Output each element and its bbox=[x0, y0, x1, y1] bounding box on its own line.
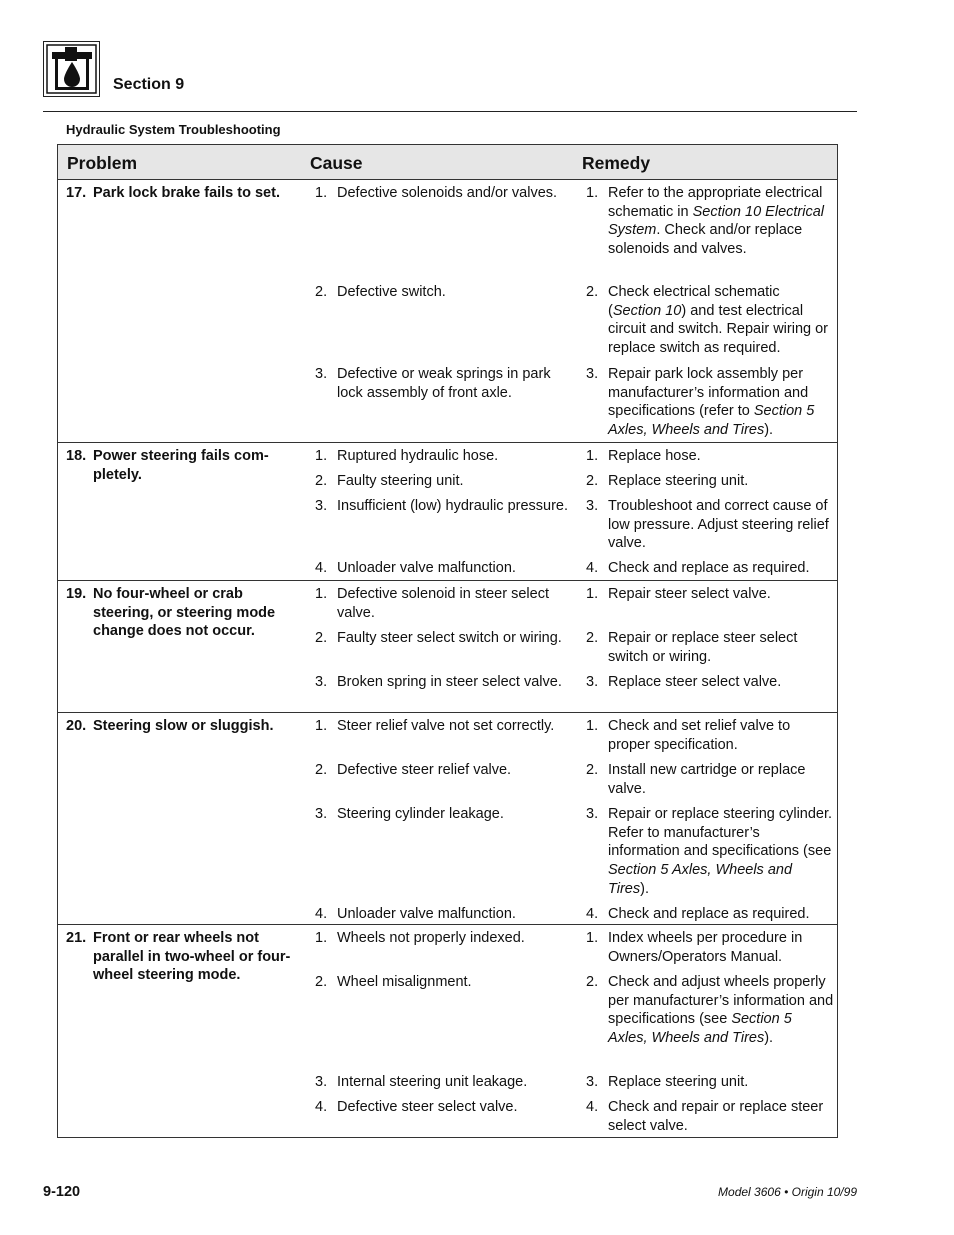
cause-item bbox=[315, 283, 573, 302]
cause-text: Wheels not properly indexed. bbox=[337, 930, 525, 946]
cause-text: Unloader valve malfunction. bbox=[337, 906, 516, 922]
item-number: 1. bbox=[586, 448, 599, 464]
item-number: 2. bbox=[315, 284, 328, 300]
remedy-text: Repair steer select valve. bbox=[608, 586, 771, 602]
cause-item bbox=[315, 1098, 573, 1117]
remedy-item bbox=[586, 447, 834, 466]
item-number: 3. bbox=[315, 806, 328, 822]
remedy-item bbox=[586, 497, 834, 553]
remedy-text: Check electrical schematic ( bbox=[608, 284, 780, 319]
remedy-text: ). bbox=[640, 880, 649, 897]
cause-item bbox=[315, 905, 573, 924]
item-number: 4. bbox=[586, 1099, 599, 1115]
item-number: 1. bbox=[586, 586, 599, 602]
problem-number: 20. bbox=[66, 718, 87, 734]
remedy-item bbox=[586, 283, 834, 358]
cause-item bbox=[315, 673, 573, 692]
problem-group bbox=[58, 180, 837, 443]
item-number: 2. bbox=[586, 284, 599, 300]
remedy-item bbox=[586, 805, 834, 899]
table-body bbox=[58, 180, 837, 1137]
item-number: 1. bbox=[315, 448, 328, 464]
section-reference: Section 5 Axles, Wheels and Tires bbox=[608, 403, 815, 439]
remedy-item bbox=[586, 673, 834, 692]
problem-description bbox=[66, 929, 298, 985]
remedy-item bbox=[586, 905, 834, 924]
remedy-text: . Check and/or replace solenoids and valves. bbox=[608, 222, 803, 258]
remedy-text: Install new cartridge or replace valve. bbox=[608, 762, 806, 797]
item-number: 2. bbox=[586, 473, 599, 489]
troubleshooting-table bbox=[57, 144, 838, 1138]
item-number: 3. bbox=[315, 674, 328, 690]
item-number: 1. bbox=[315, 930, 328, 946]
remedy-text: Repair or replace steering cylinder. Refer to manufacturer’s information and specifications (see bbox=[608, 806, 833, 860]
item-number: 3. bbox=[315, 366, 328, 382]
cause-item bbox=[315, 629, 573, 648]
cause-text: Faulty steer select switch or wiring. bbox=[337, 630, 562, 646]
remedy-text: Check and replace as required. bbox=[608, 906, 810, 922]
remedy-text: Replace steering unit. bbox=[608, 1074, 749, 1090]
column-header-cause: Cause bbox=[310, 153, 363, 173]
item-number: 1. bbox=[586, 930, 599, 946]
remedy-text: ) and test electrical circuit and switch. Repair wiring or replace switch as required. bbox=[608, 302, 828, 357]
problem-text: Park lock brake fails to set. bbox=[93, 185, 280, 201]
cause-text: Defective solenoids and/or valves. bbox=[337, 185, 558, 201]
cause-item bbox=[315, 447, 573, 466]
item-number: 1. bbox=[315, 185, 328, 201]
remedy-text: Refer to the appropriate electrical schematic in bbox=[608, 185, 823, 220]
cause-item bbox=[315, 559, 573, 578]
section-reference: Section 10 bbox=[612, 302, 682, 319]
cause-item bbox=[315, 929, 573, 948]
cause-text: Insufficient (low) hydraulic pressure. bbox=[337, 498, 569, 514]
cause-text: Internal steering unit leakage. bbox=[337, 1074, 528, 1090]
item-number: 3. bbox=[586, 674, 599, 690]
hydraulic-logo-icon bbox=[43, 41, 100, 97]
cause-text: Defective switch. bbox=[337, 284, 446, 300]
cause-text: Defective steer relief valve. bbox=[337, 762, 512, 778]
problem-text: No four-wheel or crab steering, or steering mode change does not occur. bbox=[93, 586, 276, 639]
cause-text: Broken spring in steer select valve. bbox=[337, 674, 562, 690]
item-number: 4. bbox=[586, 906, 599, 922]
column-header-problem: Problem bbox=[67, 153, 138, 173]
item-number: 2. bbox=[586, 974, 599, 990]
problem-group bbox=[58, 713, 837, 925]
item-number: 1. bbox=[586, 185, 599, 201]
remedy-item bbox=[586, 472, 834, 491]
remedy-text: Repair or replace steer select switch or wiring. bbox=[608, 630, 798, 665]
item-number: 1. bbox=[315, 718, 328, 734]
item-number: 3. bbox=[315, 1074, 328, 1090]
table-header bbox=[58, 145, 837, 180]
cause-text: Unloader valve malfunction. bbox=[337, 560, 516, 576]
cause-text: Ruptured hydraulic hose. bbox=[337, 448, 499, 464]
problem-description bbox=[66, 585, 298, 641]
item-number: 4. bbox=[315, 906, 328, 922]
remedy-text: Replace steer select valve. bbox=[608, 674, 782, 690]
remedy-item bbox=[586, 365, 834, 440]
section-reference: Section 10 Electrical System bbox=[608, 203, 824, 239]
problem-text: Steering slow or sluggish. bbox=[93, 718, 274, 734]
problem-group bbox=[58, 443, 837, 581]
cause-text: Steering cylinder leakage. bbox=[337, 806, 504, 822]
problem-number: 17. bbox=[66, 185, 87, 201]
cause-text: Wheel misalignment. bbox=[337, 974, 472, 990]
item-number: 3. bbox=[586, 806, 599, 822]
item-number: 3. bbox=[586, 1074, 599, 1090]
remedy-text: Troubleshoot and correct cause of low pressure. Adjust steering relief valve. bbox=[608, 498, 829, 552]
model-origin: Model 3606 • Origin 10/99 bbox=[718, 1185, 857, 1199]
item-number: 1. bbox=[586, 718, 599, 734]
cause-item bbox=[315, 497, 573, 516]
problem-description bbox=[66, 717, 298, 736]
page-subtitle: Hydraulic System Troubleshooting bbox=[66, 122, 281, 137]
cause-text: Defective or weak springs in park lock assembly of front axle. bbox=[337, 366, 551, 401]
problem-group bbox=[58, 581, 837, 713]
cause-item bbox=[315, 365, 573, 402]
item-number: 3. bbox=[315, 498, 328, 514]
cause-item bbox=[315, 761, 573, 780]
remedy-text: Repair park lock assembly per manufacturer’s information and specifications (refer to bbox=[608, 366, 809, 420]
remedy-item bbox=[586, 1073, 834, 1092]
remedy-text: ). bbox=[764, 1030, 774, 1047]
remedy-text: Check and replace as required. bbox=[608, 560, 810, 576]
page-number: 9-120 bbox=[43, 1184, 81, 1200]
remedy-item bbox=[586, 717, 834, 754]
cause-item bbox=[315, 585, 573, 622]
cause-item bbox=[315, 184, 573, 203]
item-number: 2. bbox=[315, 630, 328, 646]
remedy-item bbox=[586, 559, 834, 578]
cause-item bbox=[315, 973, 573, 992]
item-number: 3. bbox=[586, 366, 599, 382]
problem-description bbox=[66, 184, 298, 203]
item-number: 2. bbox=[315, 762, 328, 778]
remedy-item bbox=[586, 973, 834, 1048]
item-number: 4. bbox=[315, 1099, 328, 1115]
problem-number: 19. bbox=[66, 586, 87, 602]
item-number: 2. bbox=[586, 630, 599, 646]
remedy-text: Check and adjust wheels properly per manufacturer’s information and specifications (see bbox=[608, 974, 834, 1028]
remedy-item bbox=[586, 761, 834, 798]
item-number: 1. bbox=[315, 586, 328, 602]
remedy-item bbox=[586, 629, 834, 666]
remedy-item bbox=[586, 184, 834, 259]
remedy-item bbox=[586, 585, 834, 604]
problem-text: Power steering fails com-pletely. bbox=[93, 448, 269, 483]
problem-text: Front or rear wheels not parallel in two-wheel or four-wheel steering mode. bbox=[93, 930, 291, 983]
remedy-text: Replace hose. bbox=[608, 448, 701, 464]
section-reference: Section 5 Axles, Wheels and Tires bbox=[608, 862, 793, 897]
problem-number: 21. bbox=[66, 930, 87, 946]
remedy-text: Check and repair or replace steer select valve. bbox=[608, 1099, 824, 1134]
problem-number: 18. bbox=[66, 448, 87, 464]
item-number: 4. bbox=[315, 560, 328, 576]
cause-text: Defective solenoid in steer select valve. bbox=[337, 586, 549, 621]
problem-group bbox=[58, 925, 837, 1137]
cause-item bbox=[315, 805, 573, 824]
remedy-item bbox=[586, 1098, 834, 1135]
cause-item bbox=[315, 717, 573, 736]
problem-description bbox=[66, 447, 298, 484]
cause-item bbox=[315, 472, 573, 491]
remedy-text: ). bbox=[764, 422, 774, 439]
remedy-text: Index wheels per procedure in Owners/Operators Manual. bbox=[608, 930, 803, 965]
item-number: 2. bbox=[586, 762, 599, 778]
column-header-remedy: Remedy bbox=[582, 153, 651, 173]
remedy-item bbox=[586, 929, 834, 966]
remedy-text: Replace steering unit. bbox=[608, 473, 749, 489]
item-number: 3. bbox=[586, 498, 599, 514]
item-number: 2. bbox=[315, 473, 328, 489]
section-reference: Section 5 Axles, Wheels and Tires bbox=[608, 1011, 792, 1047]
section-title: Section 9 bbox=[113, 76, 185, 93]
item-number: 2. bbox=[315, 974, 328, 990]
remedy-text: Check and set relief valve to proper specification. bbox=[608, 718, 791, 753]
header-divider bbox=[43, 111, 857, 112]
cause-item bbox=[315, 1073, 573, 1092]
item-number: 4. bbox=[586, 560, 599, 576]
cause-text: Steer relief valve not set correctly. bbox=[337, 718, 555, 734]
cause-text: Defective steer select valve. bbox=[337, 1099, 518, 1115]
cause-text: Faulty steering unit. bbox=[337, 473, 464, 489]
